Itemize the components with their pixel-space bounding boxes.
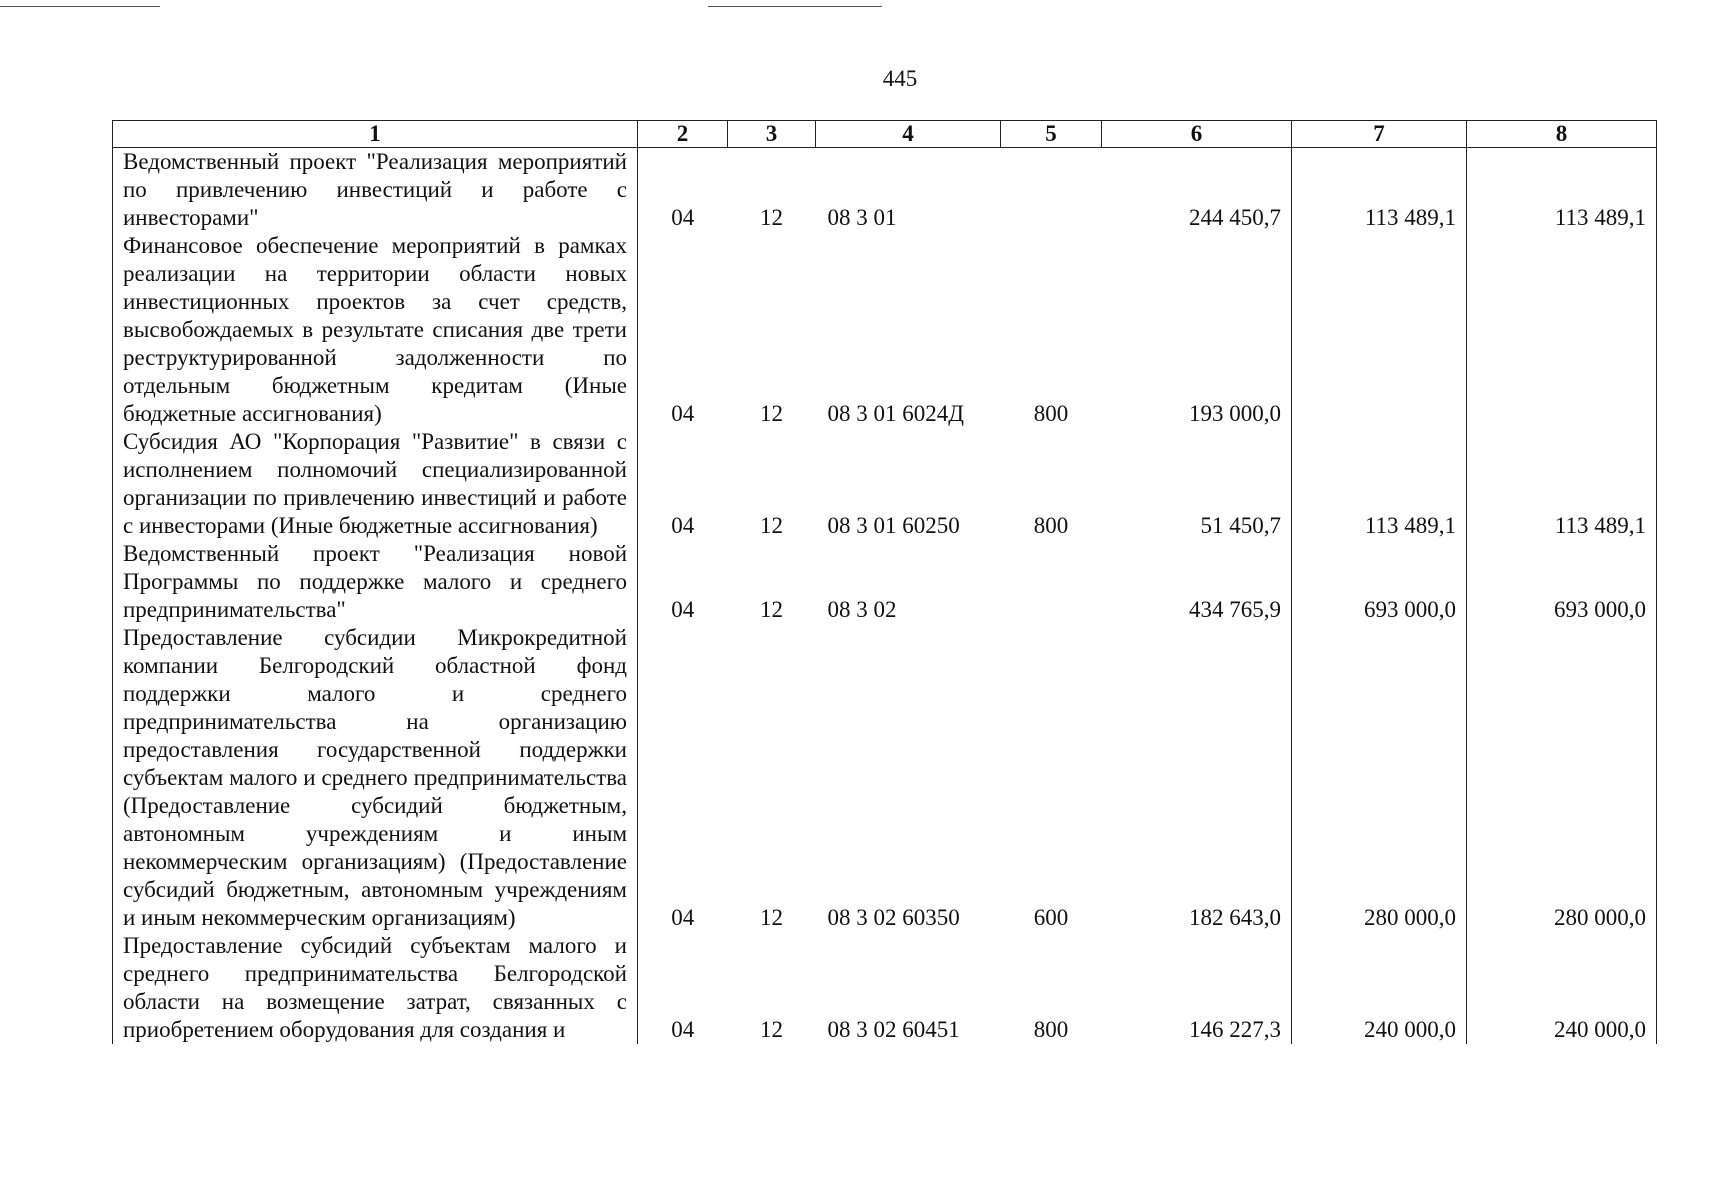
row-sum-2: 240 000,0	[1292, 932, 1467, 1044]
header-col-8: 8	[1467, 121, 1657, 148]
table-row	[113, 148, 1657, 233]
row-target-article: 08 3 01 60250	[827, 513, 960, 538]
table-row	[113, 932, 1657, 1044]
header-col-1: 1	[113, 121, 638, 148]
header-col-6: 6	[1102, 121, 1292, 148]
row-name: Субсидия АО "Корпорация "Развитие" в связи с исполнением полномочий специализированной организации по привлечению инвестиций и работе с инвесторами (Иные бюджетные ассигнования)	[113, 428, 638, 540]
row-sum-1: 244 450,7	[1102, 148, 1292, 233]
row-sum-2	[1292, 232, 1467, 428]
row-section: 04	[671, 205, 695, 230]
table-row	[113, 624, 1657, 932]
top-rule-left	[0, 6, 160, 7]
row-target-article: 08 3 02 60350	[827, 905, 960, 930]
row-subsection: 12	[760, 513, 783, 538]
row-name: Ведомственный проект "Реализация мероприятий по привлечению инвестиций и работе с инвесторами"	[113, 148, 638, 233]
row-sum-1: 146 227,3	[1102, 932, 1292, 1044]
row-expense-type	[1001, 148, 1102, 233]
row-target-article: 08 3 02 60451	[827, 1017, 960, 1042]
row-sum-3	[1467, 232, 1657, 428]
header-col-5: 5	[1001, 121, 1102, 148]
row-sum-2: 693 000,0	[1292, 540, 1467, 624]
row-name: Предоставление субсидий субъектам малого и среднего предпринимательства Белгородской области на возмещение затрат, связанных с приобретением оборудования для создания и	[113, 932, 638, 1044]
row-sum-2: 113 489,1	[1292, 148, 1467, 233]
row-sum-2: 113 489,1	[1292, 428, 1467, 540]
row-section: 04	[671, 513, 695, 538]
top-rule-center	[708, 6, 882, 7]
row-sum-3: 280 000,0	[1467, 624, 1657, 932]
row-subsection: 12	[760, 905, 783, 930]
row-name: Ведомственный проект "Реализация новой Программы по поддержке малого и среднего предпринимательства"	[113, 540, 638, 624]
row-sum-1: 182 643,0	[1102, 624, 1292, 932]
row-sum-3: 693 000,0	[1467, 540, 1657, 624]
row-name: Предоставление субсидии Микрокредитной компании Белгородский областной фонд поддержки малого и среднего предпринимательства на организацию предоставления государственной поддержки субъектам малого и среднего предпринимательства (Предоставление субсидий бюджетным, автономным учреждениям и иным некоммерческим организациям) (Предоставление субсидий бюджетным, автономным учреждениям и иным некоммерческим организациям)	[113, 624, 638, 932]
row-expense-type: 800	[1033, 1017, 1069, 1042]
row-sum-1: 51 450,7	[1102, 428, 1292, 540]
row-subsection: 12	[760, 1017, 783, 1042]
table-row	[113, 232, 1657, 428]
row-sum-2: 280 000,0	[1292, 624, 1467, 932]
row-expense-type: 800	[1033, 513, 1069, 538]
row-expense-type: 600	[1033, 905, 1069, 930]
table-row	[113, 540, 1657, 624]
budget-table	[112, 120, 1657, 1044]
row-section: 04	[671, 597, 695, 622]
header-col-2: 2	[638, 121, 728, 148]
row-target-article: 08 3 01 6024Д	[827, 401, 964, 426]
table-row	[113, 428, 1657, 540]
row-subsection: 12	[760, 401, 783, 426]
header-col-7: 7	[1292, 121, 1467, 148]
row-subsection: 12	[760, 205, 783, 230]
row-subsection: 12	[760, 597, 783, 622]
page-number: 445	[882, 66, 918, 91]
row-expense-type	[1001, 540, 1102, 624]
header-col-4: 4	[816, 121, 1001, 148]
row-expense-type: 800	[1033, 401, 1069, 426]
row-section: 04	[671, 905, 695, 930]
header-col-3: 3	[728, 121, 816, 148]
row-name: Финансовое обеспечение мероприятий в рамках реализации на территории области новых инвестиционных проектов за счет средств, высвобождаемых в результате списания две трети реструктурированной задолженности по отдельным бюджетным кредитам (Иные бюджетные ассигнования)	[113, 232, 638, 428]
header-row	[113, 121, 1657, 148]
row-sum-3: 113 489,1	[1467, 428, 1657, 540]
row-sum-3: 240 000,0	[1467, 932, 1657, 1044]
row-section: 04	[671, 401, 695, 426]
row-sum-1: 434 765,9	[1102, 540, 1292, 624]
row-target-article: 08 3 01	[827, 205, 897, 230]
row-target-article: 08 3 02	[827, 597, 897, 622]
row-sum-3: 113 489,1	[1467, 148, 1657, 233]
row-sum-1: 193 000,0	[1102, 232, 1292, 428]
row-section: 04	[671, 1017, 695, 1042]
